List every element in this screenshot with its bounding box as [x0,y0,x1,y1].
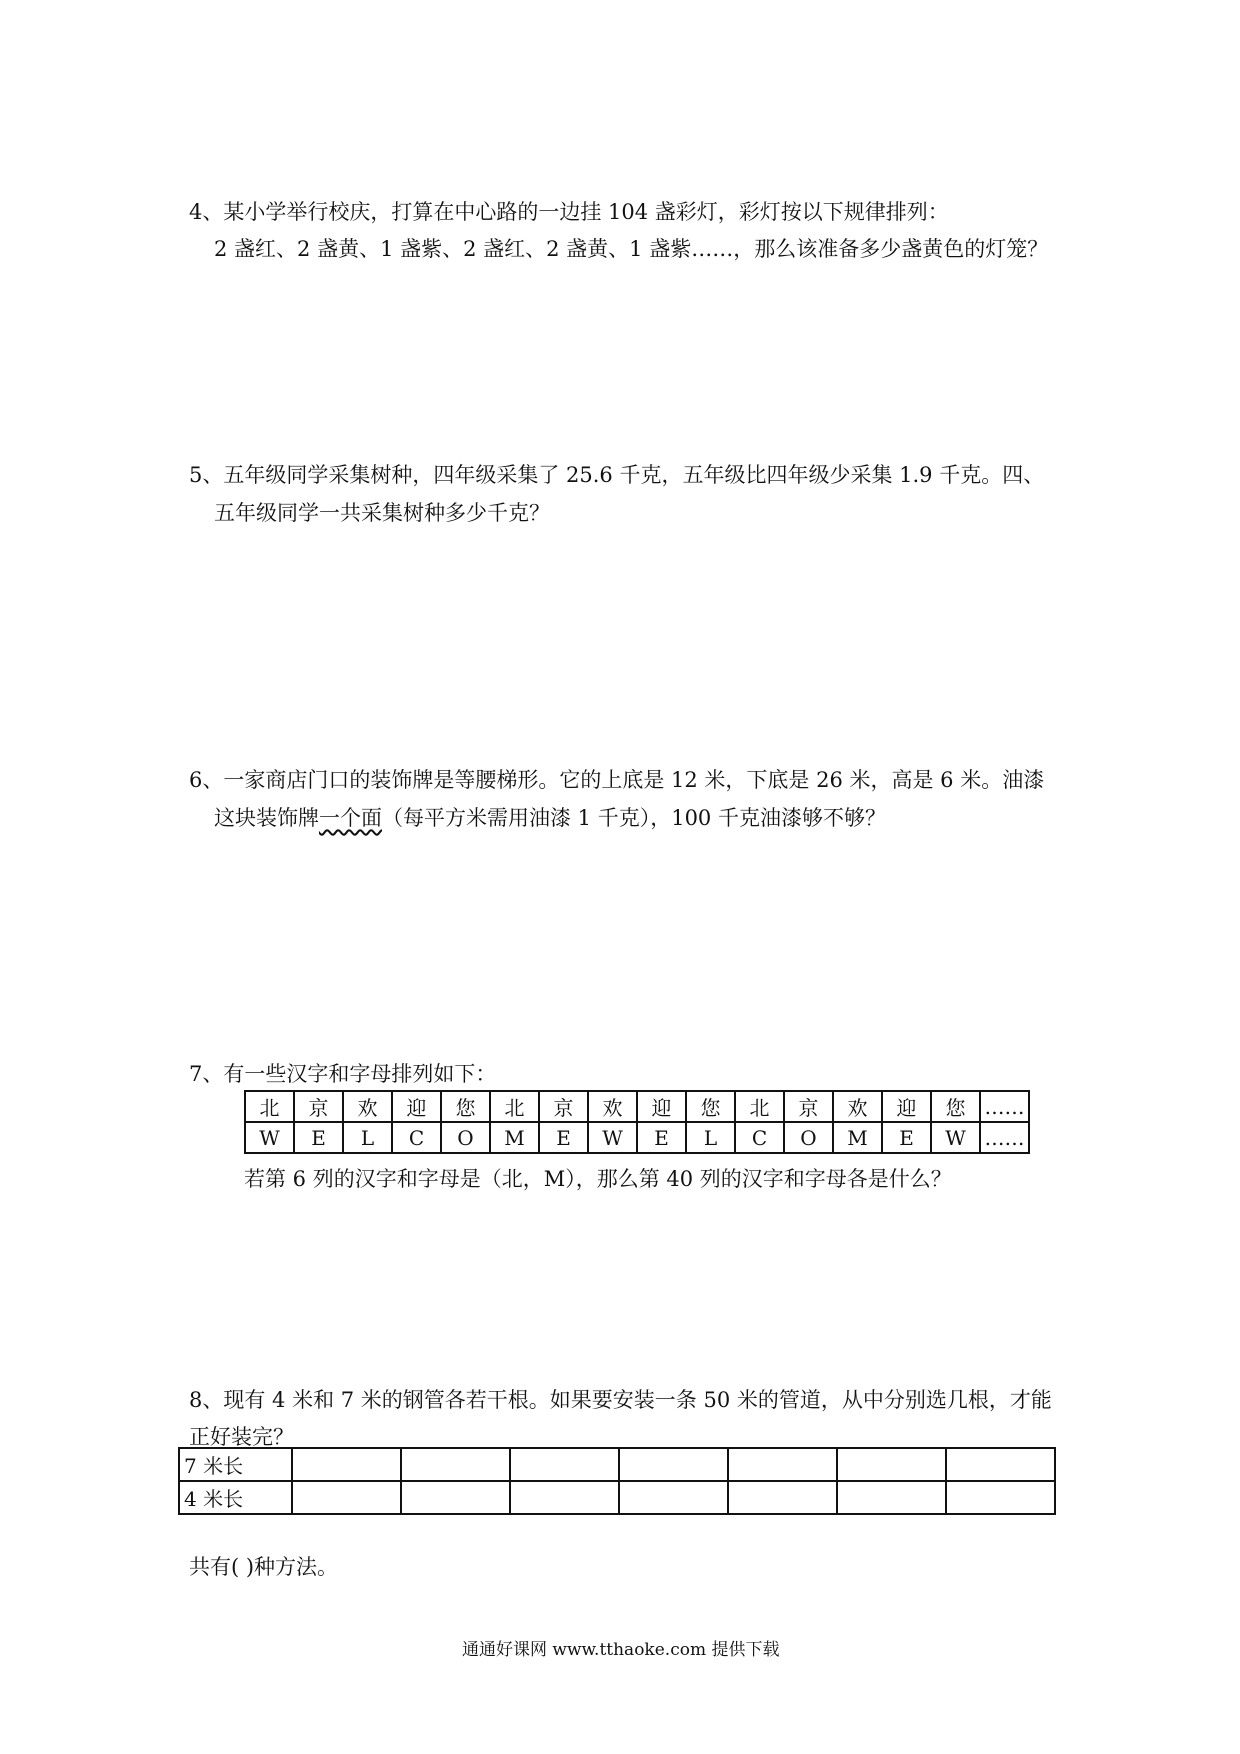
letter-cell: E [294,1122,343,1153]
q4-line-2: 2 盏红、2 盏黄、1 盏紫、2 盏红、2 盏黄、1 盏紫……，那么该准备多少盏黄色的灯笼？ [214,237,1049,261]
blank-answer-cell[interactable] [510,1481,619,1514]
blank-answer-cell[interactable] [728,1448,837,1481]
q7-intro: 7、有一些汉字和字母排列如下： [189,1062,497,1086]
pipe-row [179,1481,1055,1514]
pipe-count-table [178,1447,1056,1515]
letter-cell: W [588,1122,637,1153]
q8-answer: 共有( )种方法。 [189,1555,339,1579]
hanzi-cell: 欢 [343,1091,392,1122]
hanzi-cell: 欢 [833,1091,882,1122]
hanzi-cell: 京 [294,1091,343,1122]
hanzi-row [245,1091,1029,1122]
pipe-length-label: 7 米长 [179,1448,292,1481]
hanzi-cell: …… [980,1091,1029,1122]
hanzi-cell: 欢 [588,1091,637,1122]
letter-cell: E [637,1122,686,1153]
q6-wavy-emphasis: 一个面 [319,806,382,830]
blank-answer-cell[interactable] [837,1481,946,1514]
letter-cell: C [735,1122,784,1153]
pipe-length-label: 4 米长 [179,1481,292,1514]
hanzi-cell: 京 [539,1091,588,1122]
letter-row [245,1122,1029,1153]
letter-cell: W [245,1122,294,1153]
q6-line-1: 6、一家商店门口的装饰牌是等腰梯形。它的上底是 12 米，下底是 26 米，高是 6 米。油漆 [189,768,1045,792]
blank-answer-cell[interactable] [728,1481,837,1514]
blank-answer-cell[interactable] [401,1448,510,1481]
q5-line-2: 五年级同学一共采集树种多少千克？ [214,501,550,525]
q6-text-before: 这块装饰牌 [214,806,319,830]
blank-answer-cell[interactable] [401,1481,510,1514]
q8-line-1: 8、现有 4 米和 7 米的钢管各若干根。如果要安装一条 50 米的管道，从中分别选几根，才能 [189,1388,1052,1412]
q6-text-after: （每平方米需用油漆 1 千克），100 千克油漆够不够？ [382,806,886,830]
sequence-table [244,1090,1030,1154]
letter-cell: O [441,1122,490,1153]
letter-cell: E [882,1122,931,1153]
letter-cell: C [392,1122,441,1153]
hanzi-cell: 北 [490,1091,539,1122]
hanzi-cell: 迎 [392,1091,441,1122]
q8-line-2: 正好装完？ [189,1425,294,1449]
hanzi-cell: 迎 [882,1091,931,1122]
blank-answer-cell[interactable] [946,1481,1055,1514]
blank-answer-cell[interactable] [619,1481,728,1514]
letter-cell: M [490,1122,539,1153]
letter-cell: L [343,1122,392,1153]
blank-answer-cell[interactable] [619,1448,728,1481]
hanzi-cell: 迎 [637,1091,686,1122]
letter-cell: L [686,1122,735,1153]
hanzi-cell: 您 [686,1091,735,1122]
hanzi-cell: 您 [441,1091,490,1122]
pipe-row [179,1448,1055,1481]
hanzi-cell: 京 [784,1091,833,1122]
blank-answer-cell[interactable] [946,1448,1055,1481]
blank-answer-cell[interactable] [292,1481,401,1514]
blank-answer-cell[interactable] [837,1448,946,1481]
letter-cell: W [931,1122,980,1153]
blank-answer-cell[interactable] [510,1448,619,1481]
q6-line-2 [214,804,886,832]
letter-cell: O [784,1122,833,1153]
hanzi-cell: 您 [931,1091,980,1122]
q4-line-1: 4、某小学举行校庆，打算在中心路的一边挂 104 盏彩灯，彩灯按以下规律排列： [189,200,949,224]
hanzi-cell: 北 [245,1091,294,1122]
hanzi-cell: 北 [735,1091,784,1122]
footer-credit: 通通好课网 www.tthaoke.com 提供下载 [462,1640,780,1660]
letter-cell: M [833,1122,882,1153]
blank-answer-cell[interactable] [292,1448,401,1481]
letter-cell: …… [980,1122,1029,1153]
letter-cell: E [539,1122,588,1153]
q5-line-1: 5、五年级同学采集树种，四年级采集了 25.6 千克，五年级比四年级少采集 1.9 千克。四、 [189,463,1045,487]
q7-question: 若第 6 列的汉字和字母是（北，M），那么第 40 列的汉字和字母各是什么？ [244,1167,952,1191]
